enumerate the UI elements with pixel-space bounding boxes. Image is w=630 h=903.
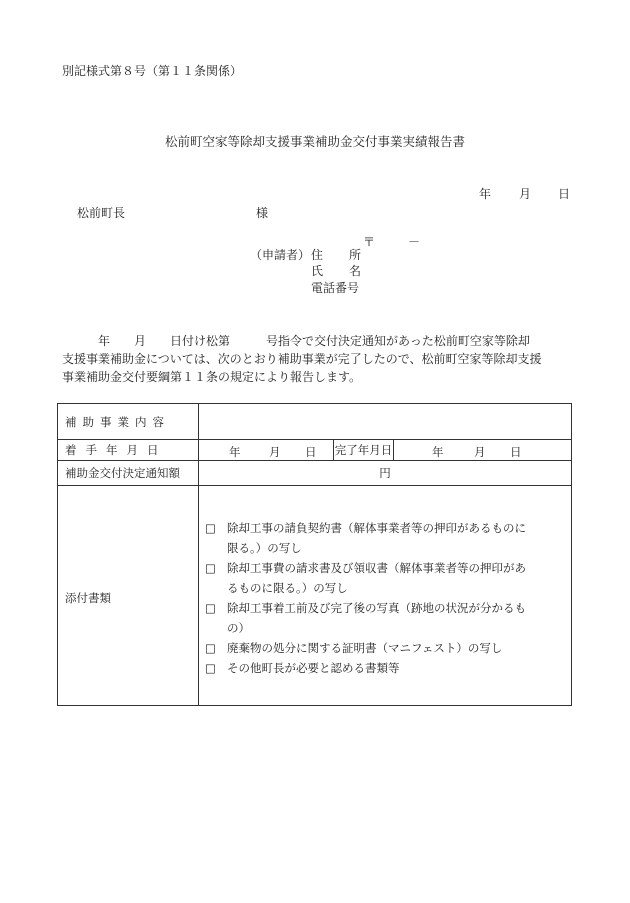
start-date-field[interactable] (199, 440, 334, 461)
start-year-label: 年 (229, 445, 241, 459)
attachment-text-line: るものに限る。）の写し (227, 580, 348, 595)
grant-amount-label: 補助金交付決定通知額 (58, 461, 199, 486)
body-line-2: 支援事業補助金については、次のとおり補助事業が完了したので、松前町空家等除却支援 (62, 352, 542, 366)
date-month-label: 月 (519, 187, 532, 201)
completion-date-field[interactable] (394, 440, 572, 461)
report-body (62, 332, 574, 386)
attachment-text-line: 除却工事費の請求書及び領収書（解体事業者等の押印があ (227, 560, 526, 575)
addressee-name: 松前町長 (77, 206, 126, 220)
attachment-item[interactable] (205, 638, 565, 658)
attachment-text-line: の） (227, 620, 250, 635)
attachment-text-line: 限る。）の写し (227, 540, 302, 555)
checkbox-icon[interactable]: □ (205, 600, 216, 615)
postal-dash: － (408, 235, 421, 249)
address-label-first: 住 (311, 248, 324, 262)
checkbox-icon[interactable]: □ (205, 660, 216, 675)
attachment-item[interactable] (205, 598, 565, 638)
attachment-text-line: その他町長が必要と認める書類等 (227, 660, 400, 675)
body-line-1: 年 月 日付け松第 号指令で交付決定通知があった松前町空家等除却 (62, 334, 530, 348)
addressee-honorific: 様 (256, 206, 269, 220)
start-month-label: 月 (269, 445, 281, 459)
checkbox-icon[interactable]: □ (205, 640, 216, 655)
completion-month-label: 月 (474, 445, 486, 459)
date-year-label: 年 (479, 187, 492, 201)
attachment-text-line: 除却工事の請負契約書（解体事業者等の押印があるものに (227, 520, 526, 535)
form-id: 別記様式第８号（第１１条関係） (62, 64, 243, 78)
attachments-field (199, 486, 572, 706)
address-label-second: 所 (349, 248, 362, 262)
attachment-item[interactable] (205, 518, 565, 558)
body-line-3: 事業補助金交付要綱第１１条の規定により報告します。 (62, 370, 362, 384)
document-title: 松前町空家等除却支援事業補助金交付事業実績報告書 (164, 134, 465, 149)
table-row-content (58, 404, 572, 440)
completion-year-label: 年 (432, 445, 444, 459)
checkbox-icon[interactable]: □ (205, 560, 216, 575)
applicant-label: （申請者） (250, 248, 311, 262)
attachments-label: 添付書類 (58, 486, 199, 706)
start-day-label: 日 (305, 445, 317, 459)
report-table (57, 403, 572, 706)
project-content-label: 補助事業内容 (58, 404, 199, 440)
attachments-list (199, 514, 571, 678)
date-day-label: 日 (558, 187, 571, 201)
attachment-item[interactable] (205, 658, 565, 678)
attachment-text-line: 除却工事着工前及び完了後の写真（跡地の状況が分かるも (227, 600, 526, 615)
name-label-first: 氏 (311, 264, 324, 278)
project-content-field[interactable] (199, 404, 572, 440)
name-label-second: 名 (349, 264, 362, 278)
phone-label: 電話番号 (311, 281, 360, 295)
table-row-dates (58, 440, 572, 461)
completion-day-label: 日 (510, 445, 522, 459)
attachment-text-line: 廃棄物の処分に関する証明書（マニフェスト）の写し (227, 640, 503, 655)
completion-date-label: 完了年月日 (334, 440, 394, 461)
grant-amount-field[interactable] (199, 461, 572, 486)
checkbox-icon[interactable]: □ (205, 520, 216, 535)
yen-unit: 円 (379, 466, 391, 480)
table-row-attachments (58, 486, 572, 706)
start-date-label: 着手年月日 (58, 440, 199, 461)
postal-mark: 〒 (363, 235, 376, 249)
table-row-amount (58, 461, 572, 486)
attachment-item[interactable] (205, 558, 565, 598)
